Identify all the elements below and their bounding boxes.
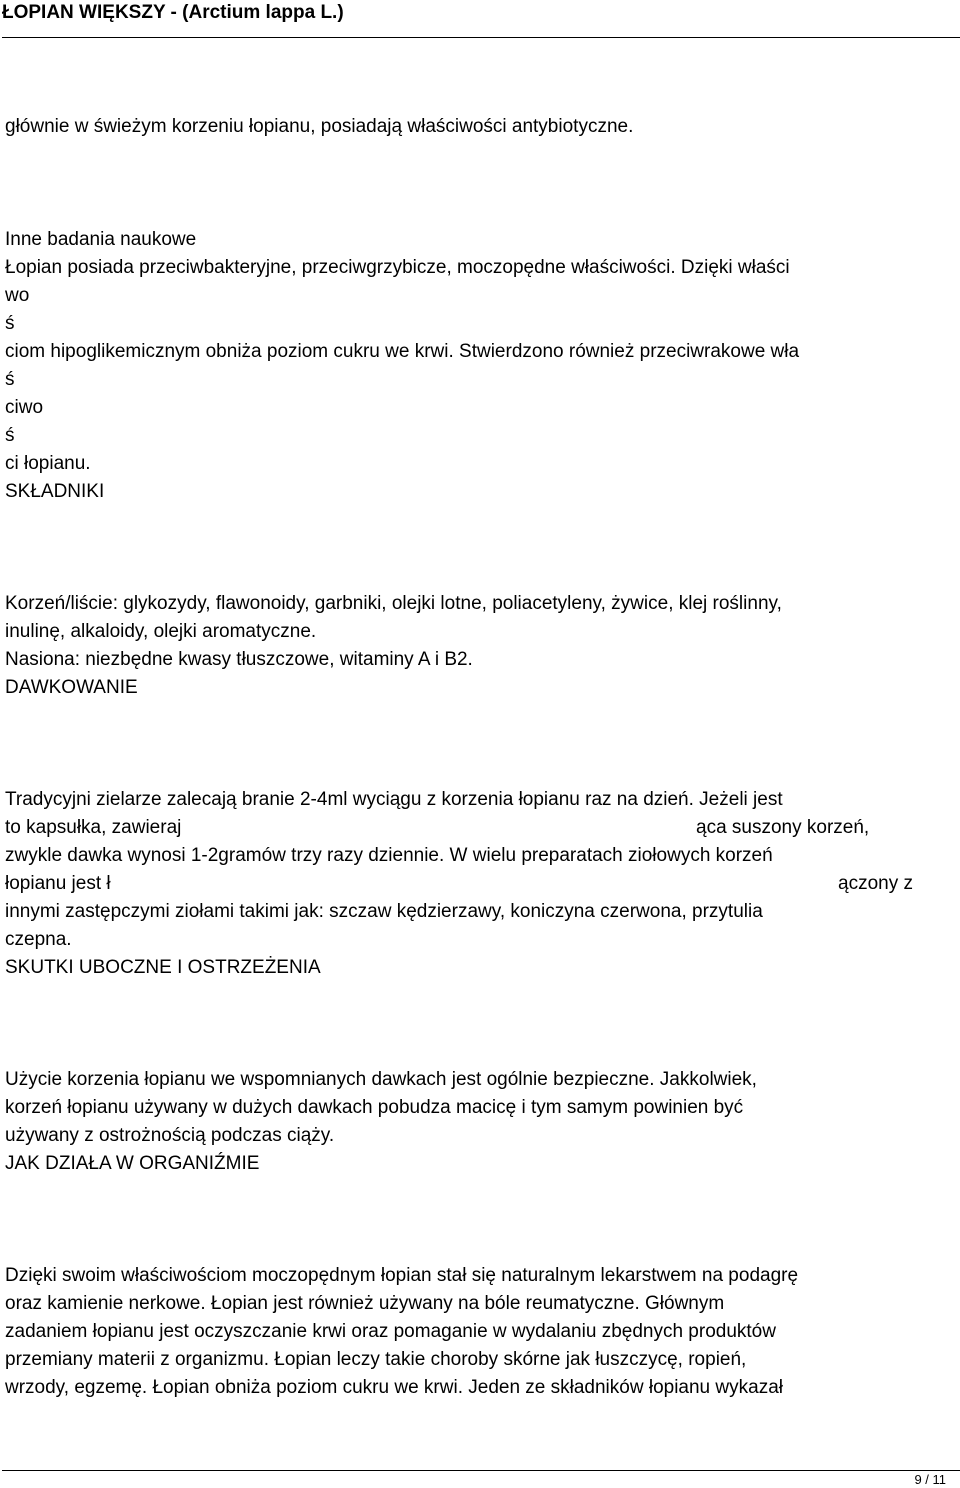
paragraph-line: to kapsułka, zawieraj [5, 817, 182, 838]
footer-rule [2, 1470, 960, 1471]
paragraph-line: Nasiona: niezbędne kwasy tłuszczowe, witaminy A i B2. [5, 649, 473, 670]
paragraph-line: wo [5, 285, 30, 306]
paragraph-line: ś [5, 313, 15, 334]
paragraph-line: Korzeń/liście: glykozydy, flawonoidy, garbniki, olejki lotne, poliacetyleny, żywice, klej roślinny, [5, 593, 782, 614]
paragraph-line: Użycie korzenia łopianu we wspomnianych dawkach jest ogólnie bezpieczne. Jakkolwiek, [5, 1069, 757, 1090]
section-heading-dosage: DAWKOWANIE [5, 677, 138, 698]
paragraph-line: Dzięki swoim właściwościom moczopędnym łopian stał się naturalnym lekarstwem na podagrę [5, 1265, 799, 1286]
paragraph-line: ciom hipoglikemicznym obniża poziom cukru we krwi. Stwierdzono również przeciwrakowe wła [5, 341, 800, 362]
section-heading-side-effects: SKUTKI UBOCZNE I OSTRZEŻENIA [5, 957, 321, 978]
paragraph-line: głównie w świeżym korzeniu łopianu, posiadają właściwości antybiotyczne. [5, 116, 634, 137]
page-header [2, 0, 960, 44]
paragraph-line: zwykle dawka wynosi 1-2gramów trzy razy dziennie. W wielu preparatach ziołowych korzeń [5, 845, 773, 866]
page-number: 9 / 11 [914, 1472, 946, 1487]
paragraph-line: czepna. [5, 929, 72, 950]
section-heading-ingredients: SKŁADNIKI [5, 481, 105, 502]
section-heading-action: JAK DZIAŁA W ORGANIŹMIE [5, 1153, 260, 1174]
paragraph-line: używany z ostrożnością podczas ciąży. [5, 1125, 335, 1146]
paragraph-line: ci łopianu. [5, 453, 91, 474]
paragraph-line: ś [5, 425, 15, 446]
paragraph-line: oraz kamienie nerkowe. Łopian jest również używany na bóle reumatyczne. Głównym [5, 1293, 725, 1314]
document-title: ŁOPIAN WIĘKSZY - (Arctium lappa L.) [2, 2, 344, 23]
paragraph-line: ciwo [5, 397, 44, 418]
paragraph-line: łopianu jest ł [5, 873, 111, 894]
paragraph-line: korzeń łopianu używany w dużych dawkach pobudza macicę i tym samym powinien być [5, 1097, 744, 1118]
paragraph-line: ąca suszony korzeń, [696, 817, 870, 838]
section-heading-research: Inne badania naukowe [5, 229, 197, 250]
paragraph-line: ączony z [838, 873, 913, 894]
paragraph-line: ś [5, 369, 15, 390]
paragraph-line: inulinę, alkaloidy, olejki aromatyczne. [5, 621, 317, 642]
paragraph-line: Łopian posiada przeciwbakteryjne, przeciwgrzybicze, moczopędne właściwości. Dzięki właści [5, 257, 790, 278]
paragraph-line: Tradycyjni zielarze zalecają branie 2-4ml wyciągu z korzenia łopianu raz na dzień. Jeżeli jest [5, 789, 783, 810]
paragraph-line: zadaniem łopianu jest oczyszczanie krwi oraz pomaganie w wydalaniu zbędnych produktów [5, 1321, 776, 1342]
paragraph-line: przemiany materii z organizmu. Łopian leczy takie choroby skórne jak łuszczycę, ropień, [5, 1349, 747, 1370]
header-rule [2, 37, 960, 38]
paragraph-line: wrzody, egzemę. Łopian obniża poziom cukru we krwi. Jeden ze składników łopianu wykazał [5, 1377, 783, 1398]
paragraph-line: innymi zastępczymi ziołami takimi jak: szczaw kędzierzawy, koniczyna czerwona, przytulia [5, 901, 763, 922]
